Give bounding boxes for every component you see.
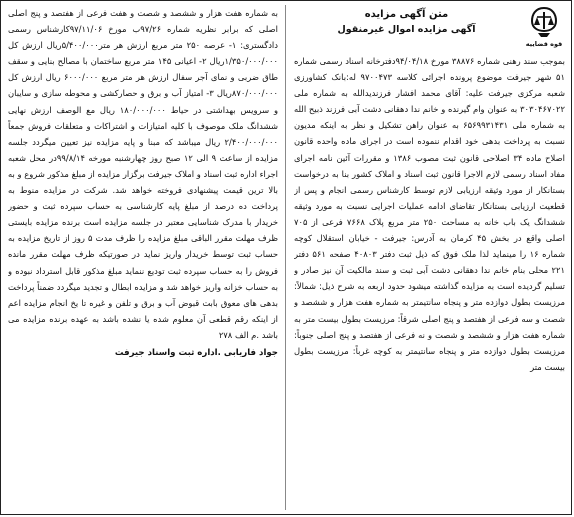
- notice-body-left: به شماره هفت هزار و ششصد و شصت و هفت فرعی از هفتصد و پنج اصلی اصلی که برابر نظریه شماره ۹۷/۲۶ب مورخ ۹۷/۱۱/۰۶کارشناس رسمی دادگستری: ۱- عرصه ۲۵۰ متر مربع ارزش هر متر۵/۴۰۰/۰۰۰ریال ارزش کل ۱/۳۵۰/۰۰۰/۰۰۰ریال ۲- اعیانی ۱۴۵ متر مربع ساختمان با مصالح بنایی و سقف طاق ضربی و نمای آجر سفال ارزش هر متر مربع ۶۰۰۰/۰۰۰ ریال ارزش کل ۸۷۰/۰۰۰/۰۰۰ریال ۳- امتیاز آب و برق و حصارکشی و محوطه سازی و سایبان و سرویس بهداشتی در حیاط ۱۸۰/۰۰۰/۰۰۰ ریال مع الوصف ارزش نهایی ششدانگ ملک موصوف با کلیه امتیازات و اشتراکات و متعلقات فروش جمعاً ۲/۴۰۰/۰۰۰/۰۰۰ ریال میباشد که مبنا و پایه مزایده نیز تعیین میگردد جلسه مزایده از ساعت ۹ الی ۱۲ صبح روز چهارشنبه مورخه ۹۹/۸/۱۴در محل شعبه اجراء اداره ثبت اسناد و املاک جیرفت برگزار مزایده از مبلغ مذکور شروع و به بالا ترین قیمت پیشنهادی فروخته خواهد شد. شرکت در مزایده منوط به پرداخت ده درصد از مبلغ پایه کارشناسی به حساب سپرده ثبت و حضور خریدار با مدرک شناسایی معتبر در جلسه مزایده است برنده مزایده بایستی ظرف مهلت مقرر الباقی مبلغ مزایده را ظرف مدت ۵ روز از تاریخ مزایده به حساب ثبت توسط خریدار واریز نماید در صورتیکه ظرف مهلت مقرر مانده فروش را به حساب سپرده ثبت تودیع ننماید مبلغ مذکور قابل استرداد نبوده و به حساب خزانه واریز خواهد شد و مزایده ابطال و تجدید میگردد ضمناً پرداخت بدهی های معوق بابت قبوض آب و برق و تلفن و غیره تا یخ انجام مزایده اعم از اینکه رقم قطعی آن معلوم شده یا نشده باشد به عهده برنده مزایده می باشد .م الف ۲۷۸: [8, 8, 278, 340]
- emblem-caption: قوه قضاییه: [525, 40, 563, 48]
- column-divider: [285, 5, 286, 510]
- notice-subtitle: آگهی مزایده اموال غیرمنقول: [337, 24, 476, 35]
- notice-body-right: بموجب سند رهنی شماره ۳۸۸۷۶ مورخ ۹۴/۰۴/۱۸دفترخانه اسناد رسمی شماره ۵۱ شهر جیرفت موضوع پرونده اجرائی کلاسه ۹۷۰۰۴۷۳ له:بانک کشاورزی شعبه مرکزی جیرفت علیه: آقای محمد افشار فرزندیدالله به شماره ملی ۳۰۳۰۴۶۷۰۲۲ به عنوان وام گیرنده و خانم ندا دهقانی دشت آبی فرزند ذبیح الله به شماره ملی ۶۵۶۹۹۳۱۴۳۱ به عنوان راهن تشکیل و نظر به اینکه مدیون نسبت به پرداخت بدهی خود اقدام ننموده است در اجرای ماده واحده قانون اصلاح ماده ۳۴ اصلاحی قانون ثبت مصوب ۱۳۸۶ و مقررات آئین نامه اجرای مفاد اسناد رسمی لازم الاجرا قانون ثبت اسناد و املاک کشور بنا به درخواست بستانکار از مورد وثیقه ارزیابی لازم توسط کارشناس رسمی انجام و پس از قطعیت ارزیابی بستانکار تقاضای ادامه عملیات اجرایی نسبت به مورد وثیقه ششدانگ یک باب خانه به مساحت ۲۵۰ متر مربع پلاک ۷۶۶۸ فرعی از ۷۰۵ اصلی واقع در بخش ۴۵ کرمان به آدرس: جیرفت - خیابان استقلال کوچه شماره ۱۶ را مینماید لذا ملک فوق که ذیل ثبت دفتر ۴۰۸۰۳ صفحه ۵۶۱ دفتر ۲۲۱ محلی بنام خانم ندا دهقانی دشت آبی ثبت و سند مالکیت آن نیز صادر و تسلیم گردیده است به مزایده گذاشته میشود حدود اربعه به شرح ذیل: شمالاً: مرزیست بطول دوازده متر و پنجاه سانتیمتر به شماره هفت هزار و ششصد و شصت و سه فرعی از هفتصد و پنج اصلی شرقاً: مرزیست بطول بیست متر به شماره هفت هزار و ششصد و شصت و نه فرعی از هفتصد و پنج اصلی جنوباً: مرزیست بطول دوازده متر و پنجاه سانتیمتر به کوچه غرباً: مرزیست بطول بیست متر: [294, 56, 565, 372]
- notice-header: [294, 5, 565, 53]
- notice-column-left: [8, 5, 278, 510]
- notice-column-right: [294, 5, 565, 510]
- notice-title: متن آگهی مزایده: [364, 9, 449, 20]
- notice-signature: جواد فاریابی .اداره ثبت واسناد جیرفت: [114, 347, 278, 358]
